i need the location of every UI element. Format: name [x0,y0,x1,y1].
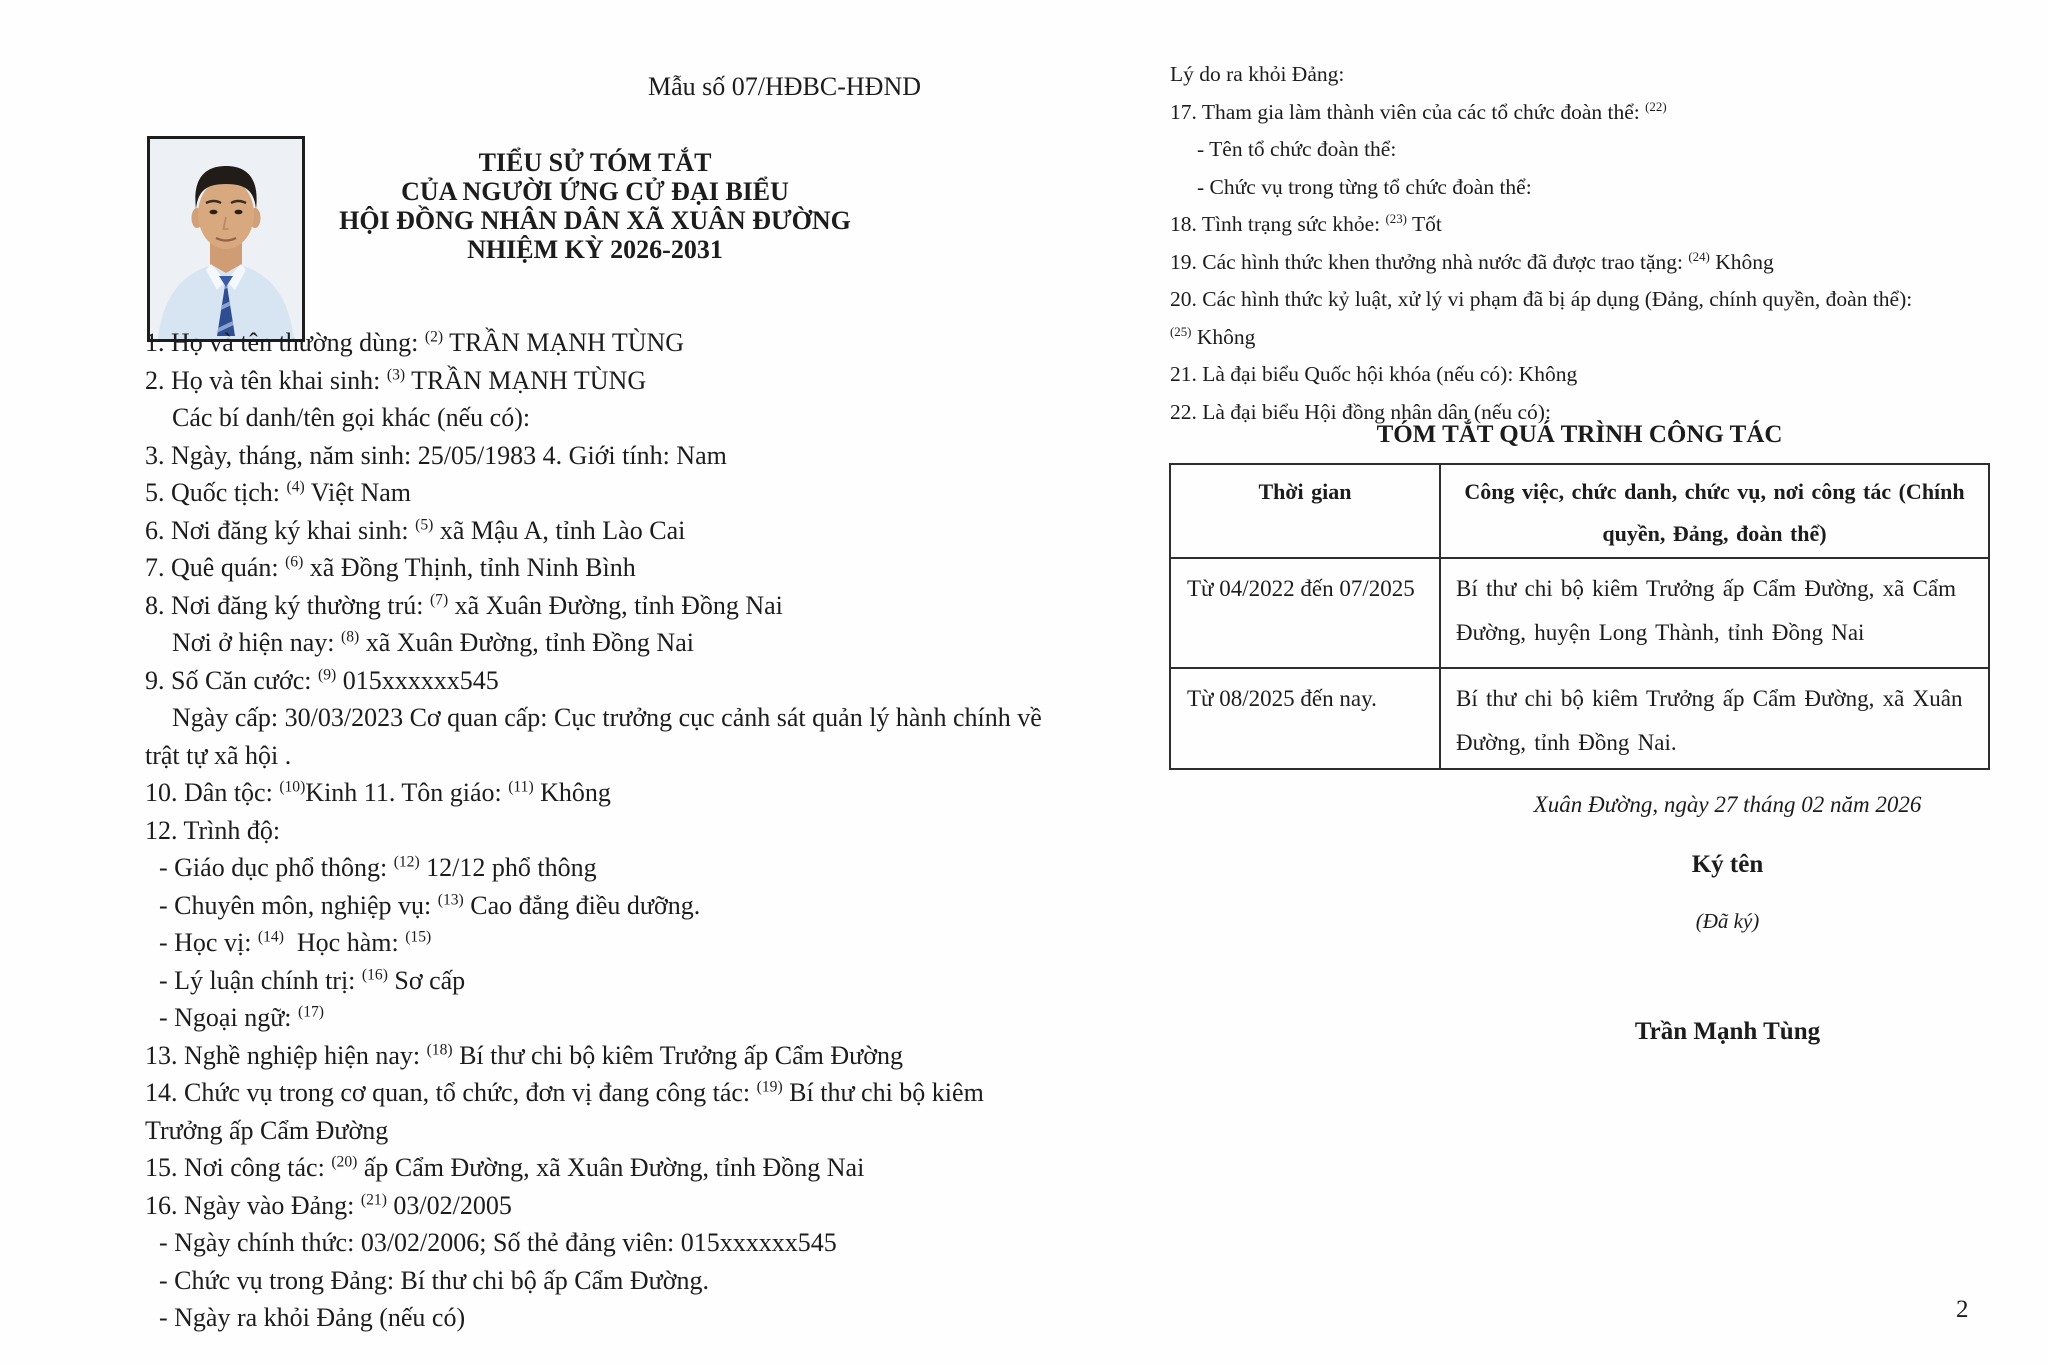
text-line: - Ngày ra khỏi Đảng (nếu có) [159,1303,466,1332]
footnote-ref: (12) [393,853,420,871]
title-line: TIỂU SỬ TÓM TẮT [478,148,712,177]
portrait-illustration [150,139,302,339]
footnote-ref: (18) [426,1040,453,1058]
text-line: - Chức vụ trong từng tổ chức đoàn thể: [1197,174,1532,199]
footnote-ref: (24) [1688,249,1710,264]
document-title [300,148,890,264]
text-line: Các bí danh/tên gọi khác (nếu có): [172,403,531,432]
candidate-photo [147,136,305,342]
column-header-line: quyền, Đảng, đoàn thể) [1602,521,1827,546]
job-description-cell [1440,558,1989,668]
text-line: 20. Các hình thức kỷ luật, xử lý vi phạm đã bị áp dụng (Đảng, chính quyền, đoàn thể): [1170,287,1913,311]
footnote-ref: (9) [318,665,337,683]
signature-label: Ký tên [1691,851,1764,878]
left-column [145,324,1042,1337]
column-header-time: Thời gian [1170,464,1440,558]
face [198,179,254,249]
footnote-ref: (14) [257,928,284,946]
form-number: Mẫu số 07/HĐBC-HĐND [648,72,921,101]
footnote-ref: (11) [508,778,534,796]
text-line: - Giáo dục phổ thông: $^{(12)}$ 12/12 phổ thông [159,853,597,882]
footnote-ref: (16) [361,965,388,983]
text-line: trật tự xã hội . [145,740,292,770]
text-line: Lý do ra khỏi Đảng: [1170,62,1345,86]
signed-note: (Đã ký) [1695,909,1760,933]
footnote-ref: (25) [1170,324,1192,339]
footnote-ref: (22) [1645,99,1667,114]
text-line: 2. Họ và tên khai sinh: $^{(3)}$ TRẦN MẠNH TÙNG [145,365,647,395]
eye-right [235,210,243,215]
footnote-ref: (3) [386,365,406,383]
work-history-table [1169,463,1990,770]
text-line: 22. Là đại biểu Hội đồng nhân dân (nếu có): [1170,399,1551,424]
text-line: 21. Là đại biểu Quốc hội khóa (nếu có): Không [1170,362,1578,386]
title-line: CỦA NGƯỜI ỨNG CỬ ĐẠI BIỂU [401,177,789,206]
page-number: 2 [1956,1296,1969,1323]
text-line: 7. Quê quán: $^{(6)}$ xã Đồng Thịnh, tỉnh Ninh Bình [145,553,636,582]
signature-place-date: Xuân Đường, ngày 27 tháng 02 năm 2026 [1533,792,1922,817]
text-line: 13. Nghề nghiệp hiện nay: $^{(18)}$ Bí thư chi bộ kiêm Trưởng ấp Cẩm Đường [145,1040,903,1070]
work-history-row [1170,668,1989,769]
footnote-ref: (21) [360,1190,387,1208]
right-column [1170,56,2000,431]
title-line: HỘI ĐỒNG NHÂN DÂN XÃ XUÂN ĐƯỜNG [339,206,851,235]
title-line: NHIỆM KỲ 2026-2031 [467,235,723,264]
text-line: - Học vị: $^{(14)}$ Học hàm: $^{(15)}$ [159,928,432,957]
text-line: 9. Số Căn cước: $^{(9)}$ 015xxxxxx545 [145,665,499,695]
job-description-line: Bí thư chi bộ kiêm Trưởng ấp Cẩm Đường, xã Cẩm [1456,576,1957,601]
footnote-ref: (5) [415,515,434,533]
footnote-ref: (15) [405,928,432,946]
text-line: - Ngoại ngữ: $^{(17)}$ [159,1003,324,1032]
time-period-cell: Từ 08/2025 đến nay. [1170,668,1440,769]
text-line: - Lý luận chính trị: $^{(16)}$ Sơ cấp [159,965,466,995]
job-description-line: Đường, huyện Long Thành, tỉnh Đồng Nai [1456,620,1865,645]
text-line: $^{(25)}$ Không [1170,324,1256,349]
column-header-line: Công việc, chức danh, chức vụ, nơi công tác (Chính [1464,479,1965,504]
text-line: 6. Nơi đăng ký khai sinh: $^{(5)}$ xã Mậu A, tỉnh Lào Cai [145,515,686,545]
table-header-row [1170,464,1989,558]
footnote-ref: (17) [298,1003,324,1021]
footnote-ref: (19) [756,1078,783,1096]
footnote-ref: (23) [1385,211,1407,226]
text-line: 16. Ngày vào Đảng: $^{(21)}$ 03/02/2005 [145,1190,512,1220]
text-line: 8. Nơi đăng ký thường trú: $^{(7)}$ xã Xuân Đường, tỉnh Đồng Nai [145,590,783,620]
text-line: 19. Các hình thức khen thưởng nhà nước đã được trao tặng: $^{(24)}$ Không [1170,249,1774,274]
footnote-ref: (13) [437,890,464,908]
column-header-job [1440,464,1989,558]
text-line: Nơi ở hiện nay: $^{(8)}$ xã Xuân Đường, tỉnh Đồng Nai [172,628,694,657]
text-line: 1. Họ và tên thường dùng: $^{(2)}$ TRẦN MẠNH TÙNG [145,328,685,357]
work-history-row [1170,558,1989,668]
text-line: 18. Tình trạng sức khỏe: $^{(23)}$ Tốt [1170,211,1442,236]
text-line: - Tên tổ chức đoàn thể: [1197,137,1397,161]
time-period-cell: Từ 04/2022 đến 07/2025 [1170,558,1440,668]
footnote-ref: (8) [341,628,360,646]
text-line: 3. Ngày, tháng, năm sinh: 25/05/1983 4. Giới tính: Nam [145,440,727,470]
text-line: 5. Quốc tịch: $^{(4)}$ Việt Nam [145,478,411,507]
signer-name: Trần Mạnh Tùng [1634,1018,1821,1045]
job-description-line: Bí thư chi bộ kiêm Trưởng ấp Cẩm Đường, xã Xuân [1456,686,1963,711]
text-line: - Ngày chính thức: 03/02/2006; Số thẻ đảng viên: 015xxxxxx545 [159,1228,837,1257]
text-line: - Chuyên môn, nghiệp vụ: $^{(13)}$ Cao đẳng điều dưỡng. [159,890,701,920]
work-history-title: TÓM TẮT QUÁ TRÌNH CÔNG TÁC [1376,421,1783,448]
text-line: Trưởng ấp Cẩm Đường [145,1115,389,1145]
eye-left [210,210,218,215]
footnote-ref: (10) [279,778,306,796]
text-line: 12. Trình độ: [145,815,281,845]
text-line: 14. Chức vụ trong cơ quan, tổ chức, đơn vị đang công tác: $^{(19)}$ Bí thư chi bộ kiêm [145,1078,984,1107]
text-line: Ngày cấp: 30/03/2023 Cơ quan cấp: Cục trưởng cục cảnh sát quản lý hành chính về [172,703,1042,732]
footnote-ref: (7) [429,590,449,608]
text-line: 10. Dân tộc: $^{(10)}$Kinh 11. Tôn giáo: $^{(11)}$ Không [145,778,611,807]
footnote-ref: (4) [286,478,305,496]
job-description-cell [1440,668,1989,769]
footnote-ref: (20) [331,1153,358,1171]
footnote-ref: (2) [424,328,444,346]
text-line: - Chức vụ trong Đảng: Bí thư chi bộ ấp Cẩm Đường. [159,1265,709,1295]
text-line: 17. Tham gia làm thành viên của các tổ chức đoàn thể: $^{(22)}$ [1170,99,1667,124]
job-description-line: Đường, tỉnh Đồng Nai. [1456,730,1677,755]
footnote-ref: (6) [285,553,304,571]
text-line: 15. Nơi công tác: $^{(20)}$ ấp Cẩm Đường, xã Xuân Đường, tỉnh Đồng Nai [145,1153,865,1182]
